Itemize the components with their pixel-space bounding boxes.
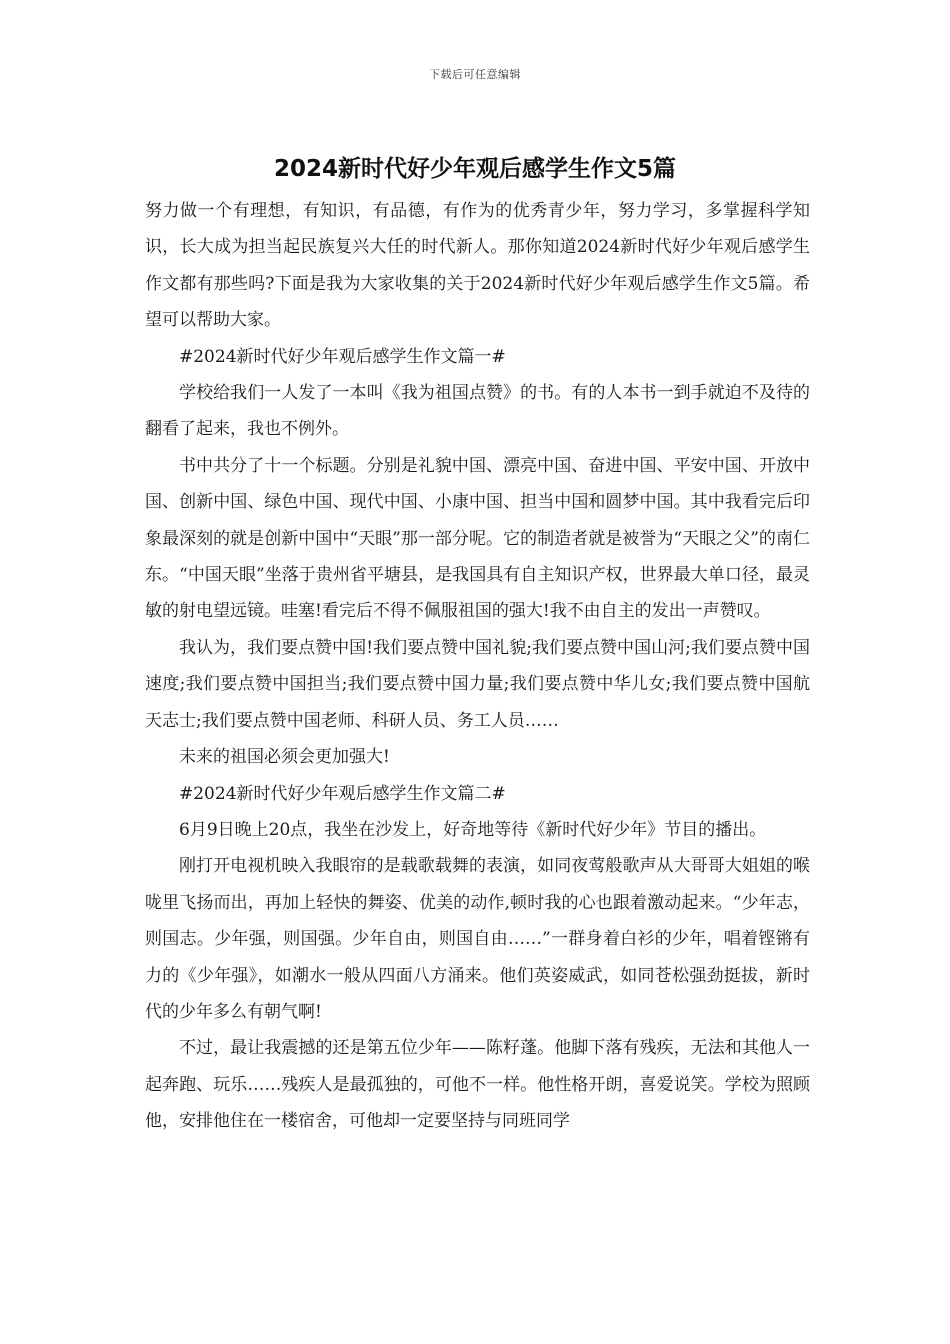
paragraph: 6月9日晚上20点，我坐在沙发上，好奇地等待《新时代好少年》节目的播出。 xyxy=(179,819,767,840)
paragraph: 书中共分了十一个标题。分别是礼貌中国、漂亮中国、奋进中国、平安中国、开放中国、创新中国、绿色中国、现代中国、小康中国、担当中国和圆梦中国。其中我看完后印象最深刻的就是创新中国中“天眼”那一部分呢。它的制造者就是被誉为“天眼之父”的南仁东。“中国天眼”坐落于贵州省平塘县，是我国具有自主知识产权，世界最大单口径，最灵敏的射电望远镜。哇塞!看完后不得不佩服祖国的强大!我不由自主的发出一声赞叹。 xyxy=(145,455,810,622)
paragraph: 我认为，我们要点赞中国!我们要点赞中国礼貌;我们要点赞中国山河;我们要点赞中国速度;我们要点赞中国担当;我们要点赞中国力量;我们要点赞中华儿女;我们要点赞中国航天志士;我们要点赞中国老师、科研人员、务工人员…… xyxy=(145,637,810,731)
paragraph: 努力做一个有理想，有知识，有品德，有作为的优秀青少年，努力学习，多掌握科学知识，长大成为担当起民族复兴大任的时代新人。那你知道2024新时代好少年观后感学生作文都有那些吗?下面是我为大家收集的关于2024新时代好少年观后感学生作文5篇。希望可以帮助大家。 xyxy=(145,201,810,331)
document-body xyxy=(145,193,810,1140)
section-heading: #2024新时代好少年观后感学生作文篇一# xyxy=(179,346,506,367)
paragraph: 刚打开电视机映入我眼帘的是载歌载舞的表演，如同夜莺般歌声从大哥哥大姐姐的喉咙里飞扬而出，再加上轻快的舞姿、优美的动作,顿时我的心也跟着激动起来。“少年志，则国志。少年强，则国强。少年自由，则国自由……”一群身着白衫的少年，唱着铿锵有力的《少年强》，如潮水一般从四面八方涌来。他们英姿威武，如同苍松强劲挺拔，新时代的少年多么有朝气啊! xyxy=(145,856,810,1022)
page-header: 下载后可任意编辑 xyxy=(429,68,521,81)
document-title: 2024新时代好少年观后感学生作文5篇 xyxy=(273,156,677,182)
paragraph: 未来的祖国必须会更加强大! xyxy=(179,747,390,768)
paragraph: 学校给我们一人发了一本叫《我为祖国点赞》的书。有的人本书一到手就迫不及待的翻看了起来，我也不例外。 xyxy=(145,383,810,440)
paragraph: 不过，最让我震撼的还是第五位少年——陈籽蓬。他脚下落有残疾，无法和其他人一起奔跑、玩乐……残疾人是最孤独的，可他不一样。他性格开朗，喜爱说笑。学校为照顾他，安排他住在一楼宿舍，可他却一定要坚持与同班同学 xyxy=(145,1038,810,1132)
section-heading: #2024新时代好少年观后感学生作文篇二# xyxy=(179,783,506,804)
